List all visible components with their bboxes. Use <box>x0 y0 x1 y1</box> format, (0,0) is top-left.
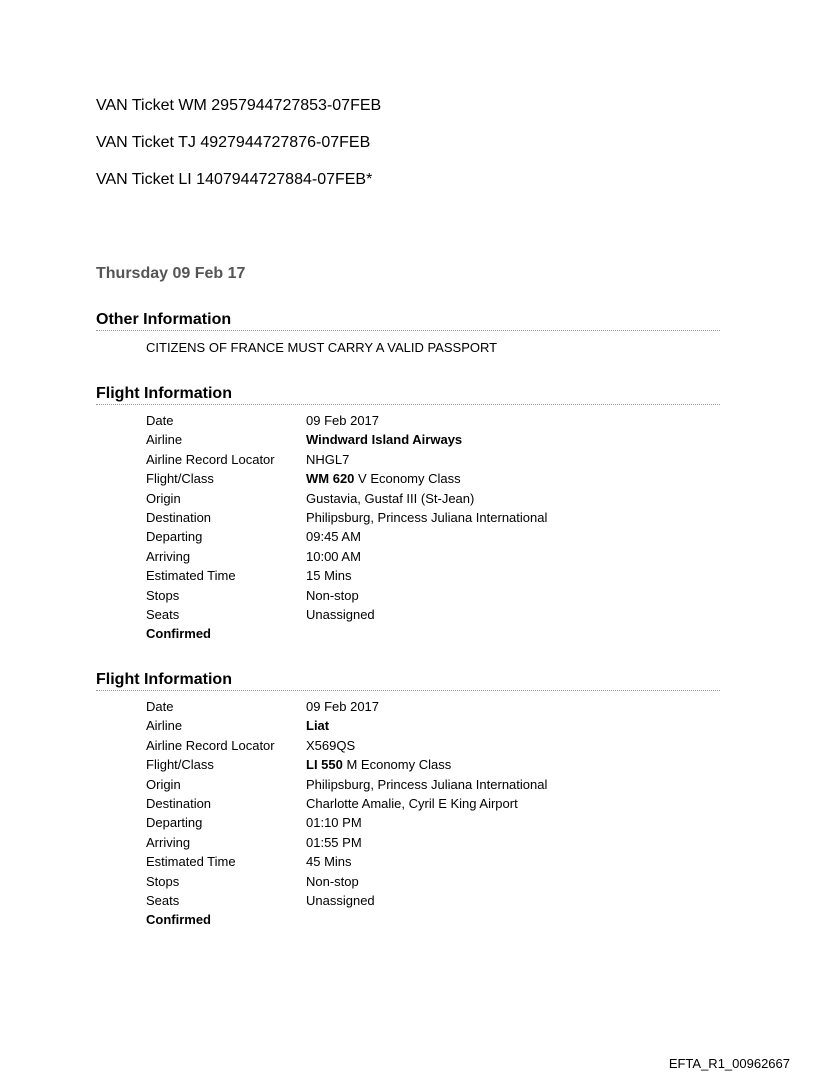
ticket-line: VAN Ticket LI 1407944727884-07FEB* <box>96 171 373 188</box>
detail-label: Airline <box>146 432 183 448</box>
flight-arriving: 01:55 PM <box>306 834 362 850</box>
detail-row-destination <box>146 794 518 813</box>
flight-airline: Liat <box>306 718 330 734</box>
detail-row-departing <box>146 813 362 832</box>
flight-estimated-time: 45 Mins <box>306 854 352 870</box>
flight-details-table <box>146 697 548 930</box>
section-title: Flight Information <box>96 385 232 402</box>
flight-destination: Philipsburg, Princess Juliana International <box>306 509 548 525</box>
ticket-line: VAN Ticket WM 2957944727853-07FEB <box>96 97 382 114</box>
detail-label: Stops <box>146 587 180 603</box>
detail-row-record-locator <box>146 450 350 469</box>
detail-label: Airline <box>146 718 183 734</box>
flight-status: Confirmed <box>146 912 211 928</box>
detail-row-estimated-time <box>146 566 352 585</box>
flight-record-locator: X569QS <box>306 737 356 753</box>
flight-date: 09 Feb 2017 <box>306 699 380 714</box>
flight-destination: Charlotte Amalie, Cyril E King Airport <box>306 795 518 811</box>
other-information-text: CITIZENS OF FRANCE MUST CARRY A VALID PASSPORT <box>146 340 498 355</box>
detail-row-departing <box>146 527 361 546</box>
flight-origin: Philipsburg, Princess Juliana International <box>306 776 548 792</box>
detail-label: Estimated Time <box>146 854 236 870</box>
detail-row-date <box>146 697 380 716</box>
detail-row-arriving <box>146 833 362 852</box>
detail-label: Origin <box>146 776 181 792</box>
section-title: Other Information <box>96 311 232 328</box>
detail-label: Destination <box>146 795 212 811</box>
detail-label: Seats <box>146 606 180 622</box>
flight-class: M Economy Class <box>346 757 452 773</box>
flight-information-header <box>96 384 720 405</box>
detail-row-date <box>146 411 380 430</box>
flight-arriving: 10:00 AM <box>306 548 361 564</box>
flight-stops: Non-stop <box>306 587 359 603</box>
flight-status: Confirmed <box>146 626 211 642</box>
detail-label: Arriving <box>146 548 191 564</box>
detail-label: Destination <box>146 509 212 525</box>
flight-departing: 09:45 AM <box>306 529 361 545</box>
ticket-line: VAN Ticket TJ 4927944727876-07FEB <box>96 134 371 151</box>
flight-information-header <box>96 670 720 691</box>
detail-label: Airline Record Locator <box>146 451 275 467</box>
detail-row-origin <box>146 489 475 508</box>
other-information-header <box>96 310 720 331</box>
detail-row-estimated-time <box>146 852 352 871</box>
detail-label: Flight/Class <box>146 757 214 773</box>
detail-label: Date <box>146 413 174 428</box>
flight-origin: Gustavia, Gustaf III (St-Jean) <box>306 490 475 506</box>
flight-departing: 01:10 PM <box>306 815 362 831</box>
detail-row-destination <box>146 508 548 527</box>
flight-date: 09 Feb 2017 <box>306 413 380 428</box>
detail-row-arriving <box>146 547 361 566</box>
day-heading: Thursday 09 Feb 17 <box>96 265 246 282</box>
detail-row-airline <box>146 430 463 449</box>
flight-class: V Economy Class <box>358 471 461 487</box>
detail-row-airline <box>146 716 330 735</box>
flight-details-table <box>146 411 548 644</box>
detail-row-stops <box>146 586 359 605</box>
flight-stops: Non-stop <box>306 873 359 889</box>
detail-label: Origin <box>146 490 181 506</box>
detail-label: Flight/Class <box>146 471 214 487</box>
detail-label: Departing <box>146 815 203 831</box>
detail-row-seats <box>146 605 375 624</box>
section-title: Flight Information <box>96 671 232 688</box>
flight-number: WM 620 <box>306 471 355 487</box>
flight-seats: Unassigned <box>306 892 375 908</box>
flight-class-value <box>306 469 461 488</box>
flight-estimated-time: 15 Mins <box>306 568 352 584</box>
document-id: EFTA_R1_00962667 <box>668 1056 790 1071</box>
detail-label: Estimated Time <box>146 568 236 584</box>
flight-seats: Unassigned <box>306 606 375 622</box>
flight-record-locator: NHGL7 <box>306 451 350 467</box>
detail-label: Departing <box>146 529 203 545</box>
flight-airline: Windward Island Airways <box>306 432 463 448</box>
detail-label: Arriving <box>146 834 191 850</box>
detail-row-record-locator <box>146 736 356 755</box>
flight-class-value <box>306 755 451 774</box>
detail-row-stops <box>146 872 359 891</box>
detail-row-flight-class <box>146 469 461 488</box>
detail-row-seats <box>146 891 375 910</box>
detail-label: Seats <box>146 892 180 908</box>
detail-label: Airline Record Locator <box>146 737 275 753</box>
detail-row-flight-class <box>146 755 452 774</box>
detail-label: Stops <box>146 873 180 889</box>
flight-number: LI 550 <box>306 757 343 773</box>
detail-label: Date <box>146 699 174 714</box>
detail-row-origin <box>146 775 548 794</box>
